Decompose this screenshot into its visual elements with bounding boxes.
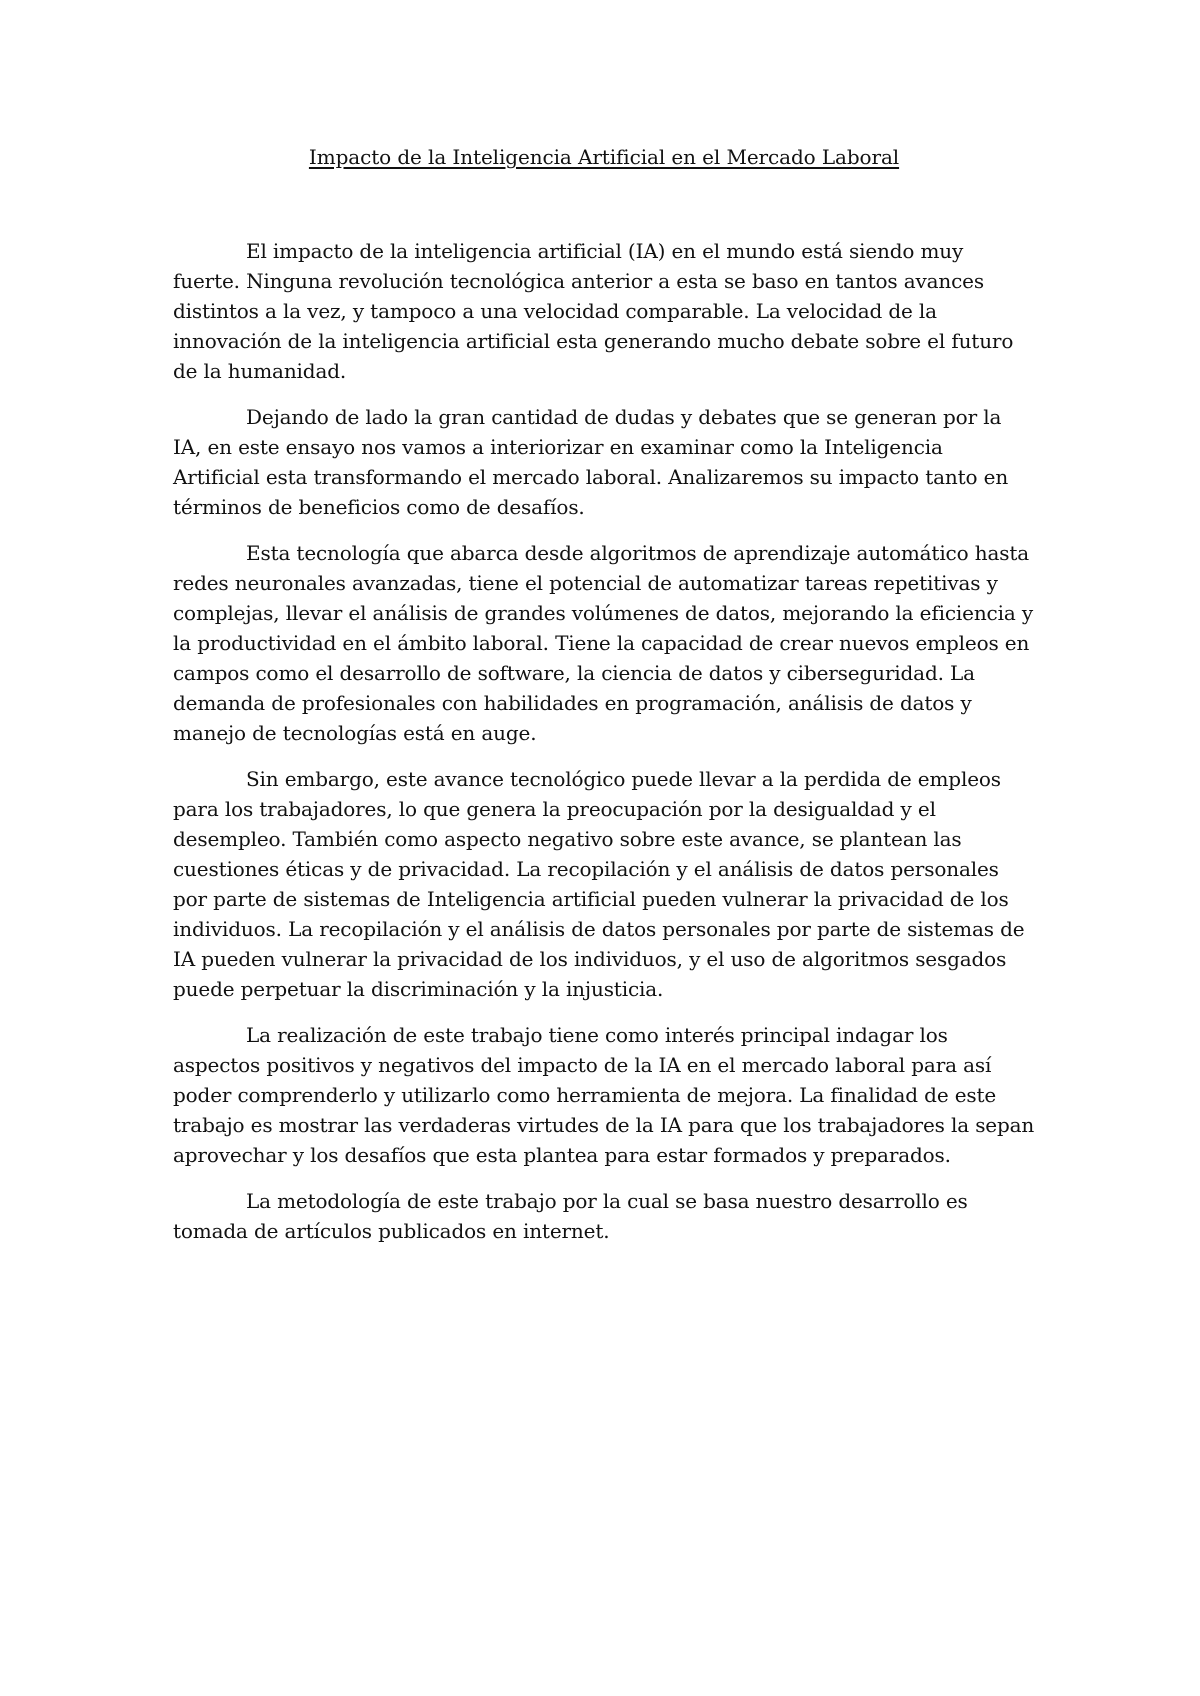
paragraph-benefits: Esta tecnología que abarca desde algoritmos de aprendizaje automático hasta redes neuronales avanzadas, tiene el potencial de automatizar tareas repetitivas y complejas, llevar el análisis de grandes volúmenes de datos, mejorando la eficiencia y la productividad en el ámbito laboral. Tiene la capacidad de crear nuevos empleos en campos como el desarrollo de software, la ciencia de datos y ciberseguridad. La demanda de profesionales con habilidades en programación, análisis de datos y manejo de tecnologías está en auge. — [173, 541, 1033, 745]
paragraph-purpose: Dejando de lado la gran cantidad de dudas y debates que se generan por la IA, en este ensayo nos vamos a interiorizar en examinar como la Inteligencia Artificial esta transformando el mercado laboral. Analizaremos su impacto tanto en términos de beneficios como de desafíos. — [173, 405, 1009, 519]
document-title: Impacto de la Inteligencia Artificial en el Mercado Laboral — [308, 145, 900, 169]
paragraph-challenges: Sin embargo, este avance tecnológico puede llevar a la perdida de empleos para los trabajadores, lo que genera la preocupación por la desigualdad y el desempleo. También como aspecto negativo sobre este avance, se plantean las cuestiones éticas y de privacidad. La recopilación y el análisis de datos personales por parte de sistemas de Inteligencia artificial pueden vulnerar la privacidad de los individuos. La recopilación y el análisis de datos personales por parte de sistemas de IA pueden vulnerar la privacidad de los individuos, y el uso de algoritmos sesgados puede perpetuar la discriminación y la injusticia. — [173, 767, 1025, 1001]
paragraph-introduction: El impacto de la inteligencia artificial (IA) en el mundo está siendo muy fuerte. Ninguna revolución tecnológica anterior a esta se baso en tantos avances distintos a la vez, y tampoco a una velocidad comparable. La velocidad de la innovación de la inteligencia artificial esta generando mucho debate sobre el futuro de la humanidad. — [173, 239, 1014, 383]
paragraph-objective: La realización de este trabajo tiene como interés principal indagar los aspectos positivos y negativos del impacto de la IA en el mercado laboral para así poder comprenderlo y utilizarlo como herramienta de mejora. La finalidad de este trabajo es mostrar las verdaderas virtudes de la IA para que los trabajadores la sepan aprovechar y los desafíos que esta plantea para estar formados y preparados. — [173, 1023, 1035, 1167]
paragraph-methodology: La metodología de este trabajo por la cual se basa nuestro desarrollo es tomada de artículos publicados en internet. — [173, 1189, 968, 1243]
document-body — [173, 236, 1035, 1246]
